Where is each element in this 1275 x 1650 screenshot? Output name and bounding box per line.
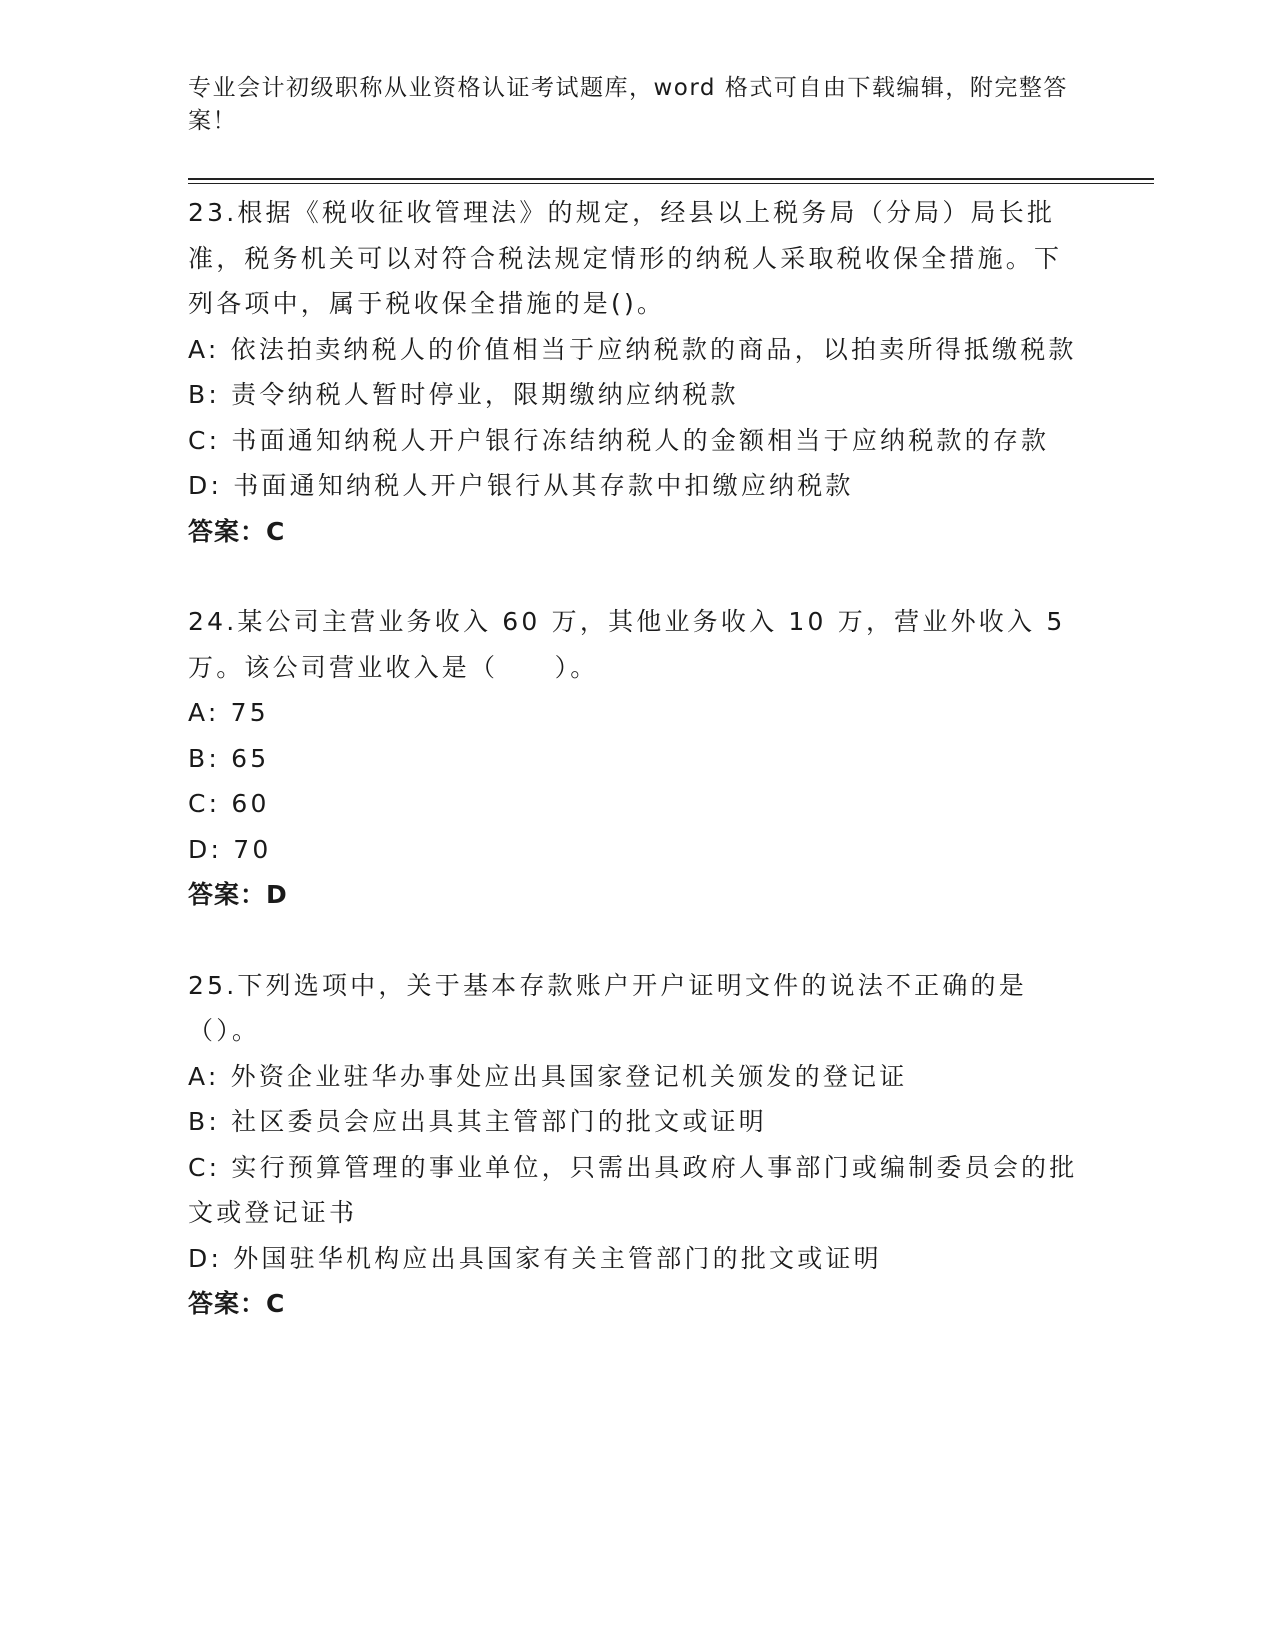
document-header: 专业会计初级职称从业资格认证考试题库，word 格式可自由下载编辑，附完整答案！ — [188, 75, 1068, 134]
question-list — [188, 190, 1088, 1372]
option-d: D: 外国驻华机构应出具国家有关主管部门的批文或证明 — [188, 1243, 882, 1273]
header-divider-thin — [188, 183, 1154, 184]
option-c: C: 实行预算管理的事业单位，只需出具政府人事部门或编制委员会的批文或登记证书 — [188, 1152, 1078, 1227]
question-text: 23.根据《税收征收管理法》的规定，经县以上税务局（分局）局长批准，税务机关可以对符合税法规定情形的纳税人采取税收保全措施。下列各项中，属于税收保全措施的是()。 — [188, 198, 1063, 318]
question-24 — [188, 599, 1088, 918]
option-d: D: 书面通知纳税人开户银行从其存款中扣缴应纳税款 — [188, 471, 854, 500]
option-c: C: 书面通知纳税人开户银行冻结纳税人的金额相当于应纳税款的存款 — [188, 425, 1050, 455]
answer: 答案：D — [188, 880, 288, 909]
option-a: A: 外资企业驻华办事处应出具国家登记机关颁发的登记证 — [188, 1061, 908, 1091]
header-divider-thick — [188, 178, 1154, 180]
option-b: B: 社区委员会应出具其主管部门的批文或证明 — [188, 1107, 767, 1136]
answer: 答案：C — [188, 516, 286, 546]
option-b: B: 65 — [188, 743, 270, 773]
option-a: A: 75 — [188, 698, 269, 727]
answer: 答案：C — [188, 1289, 286, 1318]
option-b: B: 责令纳税人暂时停业，限期缴纳应纳税款 — [188, 380, 739, 409]
question-25 — [188, 963, 1088, 1327]
option-a: A: 依法拍卖纳税人的价值相当于应纳税款的商品，以拍卖所得抵缴税款 — [188, 334, 1077, 364]
question-text: 24.某公司主营业务收入 60 万，其他业务收入 10 万，营业外收入 5 万。该公司营业收入是（ ）。 — [188, 607, 1066, 682]
option-c: C: 60 — [188, 789, 270, 818]
question-text: 25.下列选项中，关于基本存款账户开户证明文件的说法不正确的是（）。 — [188, 970, 1027, 1045]
option-d: D: 70 — [188, 834, 272, 864]
question-23 — [188, 190, 1088, 554]
